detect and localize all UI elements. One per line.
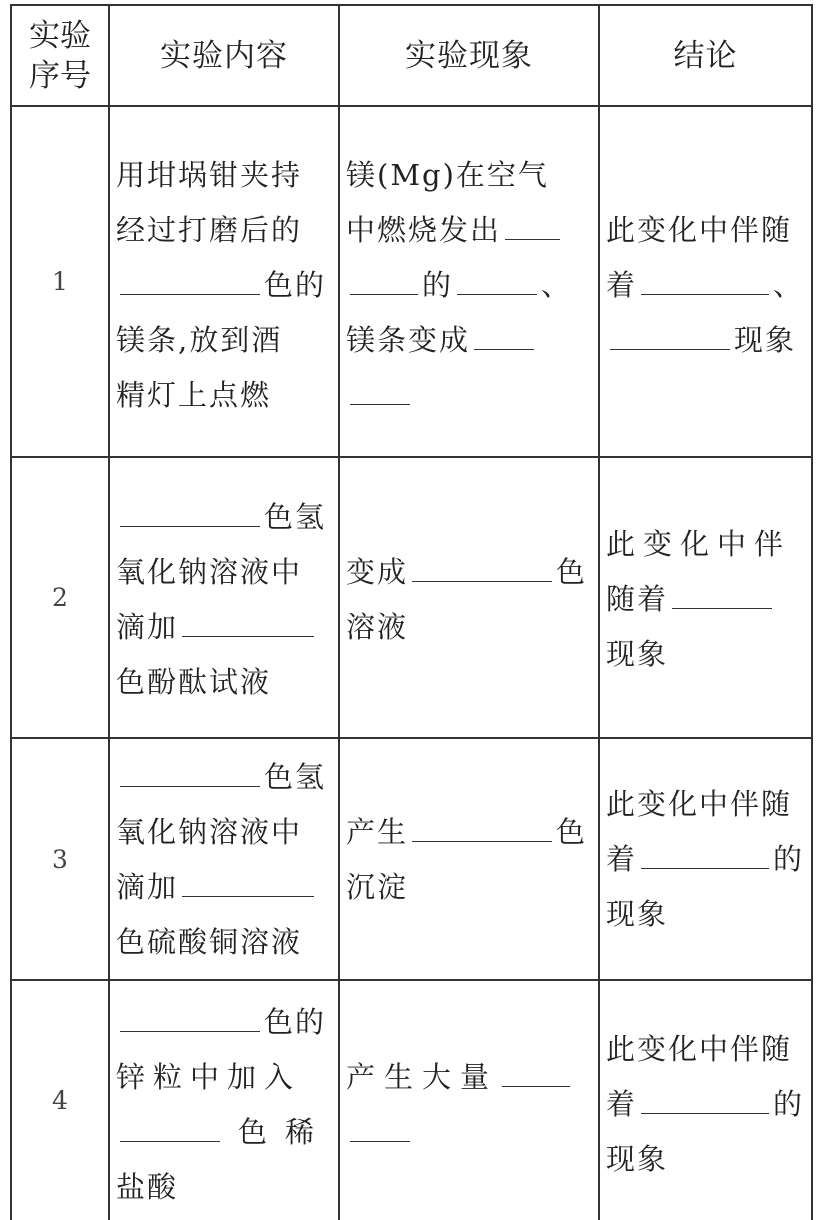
row-1-content bbox=[110, 148, 338, 423]
row-1-phenomenon bbox=[340, 148, 598, 423]
fill-blank[interactable] bbox=[474, 319, 534, 350]
row-3-content bbox=[110, 750, 338, 970]
row-1-phen-line1: 镁(Mg)在空气 bbox=[346, 158, 549, 192]
row-1-conc-line2-text-b: 、 bbox=[773, 268, 805, 302]
row-3-content-line4: 色硫酸铜溶液 bbox=[116, 925, 303, 959]
row-4-content bbox=[110, 995, 338, 1215]
row-2-conc-line3: 现象 bbox=[606, 637, 669, 671]
row-2-content-line2: 氧化钠溶液中 bbox=[116, 555, 303, 589]
fill-blank[interactable] bbox=[641, 838, 769, 869]
fill-blank[interactable] bbox=[672, 578, 772, 609]
header-content: 实验内容 bbox=[160, 37, 288, 74]
row-3-phenomenon bbox=[340, 805, 598, 915]
row-3-num: 3 bbox=[52, 844, 68, 874]
row-2-content-line4: 色酚酞试液 bbox=[116, 665, 272, 699]
row-divider-2 bbox=[10, 737, 813, 739]
row-divider-3 bbox=[10, 979, 813, 981]
fill-blank[interactable] bbox=[502, 1056, 570, 1087]
row-2-phen-line1-text-a: 变成 bbox=[346, 555, 409, 589]
row-1-content-line3 bbox=[116, 258, 334, 313]
row-3-phen-line2: 沉淀 bbox=[346, 870, 409, 904]
row-3-phen-line1-text-b: 色 bbox=[556, 815, 588, 849]
row-divider-header bbox=[10, 105, 813, 107]
row-3-conclusion bbox=[600, 777, 811, 942]
row-1-conc-line3-text: 现象 bbox=[734, 323, 797, 357]
row-4-content-line3 bbox=[116, 1105, 334, 1160]
row-2-num: 2 bbox=[52, 583, 68, 612]
row-1-num: 1 bbox=[52, 267, 68, 296]
row-4-conc-line2-text-b: 的 bbox=[773, 1087, 805, 1121]
header-seq bbox=[12, 6, 108, 105]
row-1-conc-line2 bbox=[606, 258, 807, 313]
row-divider-1 bbox=[10, 456, 813, 458]
fill-blank[interactable] bbox=[182, 866, 314, 897]
row-1-conclusion bbox=[600, 203, 811, 368]
fill-blank[interactable] bbox=[641, 1083, 769, 1114]
row-1-phen-line2-text: 中燃烧发出 bbox=[346, 213, 502, 247]
row-1-conc-line3 bbox=[606, 313, 807, 368]
row-1-content-line1: 用坩埚钳夹持 bbox=[116, 158, 303, 192]
fill-blank[interactable] bbox=[182, 606, 314, 637]
row-2-conc-line2-text: 随着 bbox=[606, 582, 669, 616]
fill-blank[interactable] bbox=[350, 264, 418, 295]
row-3-conc-line2-text-a: 着 bbox=[606, 842, 638, 876]
row-4-content-line2: 锌粒中加入 bbox=[116, 1060, 302, 1094]
row-4-phen-line1 bbox=[346, 1050, 594, 1105]
row-2-phen-line1 bbox=[346, 545, 594, 600]
row-1-phen-line3 bbox=[346, 258, 594, 313]
row-2-content-line3-text: 滴加 bbox=[116, 610, 179, 644]
row-1-content-line2: 经过打磨后的 bbox=[116, 213, 303, 247]
row-3-content-line2: 氧化钠溶液中 bbox=[116, 815, 303, 849]
fill-blank[interactable] bbox=[120, 496, 260, 527]
row-2-conc-line2 bbox=[606, 572, 807, 627]
row-4-phenomenon bbox=[340, 1050, 598, 1160]
row-4-num: 4 bbox=[52, 1086, 68, 1115]
row-4-conc-line2 bbox=[606, 1077, 807, 1132]
fill-blank[interactable] bbox=[120, 756, 260, 787]
fill-blank[interactable] bbox=[505, 209, 560, 240]
row-4-content-line3-text: 色稀 bbox=[238, 1115, 333, 1149]
fill-blank[interactable] bbox=[412, 811, 552, 842]
row-4-content-line1 bbox=[116, 995, 334, 1050]
fill-blank[interactable] bbox=[120, 1001, 260, 1032]
row-1-content-line3-text: 色的 bbox=[264, 268, 327, 302]
row-1-phen-line4 bbox=[346, 313, 594, 368]
row-4-phen-line1-text: 产生大量 bbox=[346, 1060, 499, 1094]
header-seq-line2: 序号 bbox=[29, 58, 91, 94]
row-4-phen-line2 bbox=[346, 1105, 594, 1160]
row-3-content-line3-text: 滴加 bbox=[116, 870, 179, 904]
fill-blank[interactable] bbox=[120, 1111, 220, 1142]
row-2-phen-line2: 溶液 bbox=[346, 610, 409, 644]
fill-blank[interactable] bbox=[350, 374, 410, 405]
row-1-phen-line3-text-a: 的 bbox=[422, 268, 454, 302]
fill-blank[interactable] bbox=[412, 551, 552, 582]
fill-blank[interactable] bbox=[350, 1111, 410, 1142]
fill-blank[interactable] bbox=[457, 264, 537, 295]
row-2-content-line3 bbox=[116, 600, 334, 655]
row-4-conclusion bbox=[600, 1022, 811, 1187]
row-2-phenomenon bbox=[340, 545, 598, 655]
row-2-conclusion bbox=[600, 517, 811, 682]
row-2-conc-line1: 此变化中伴 bbox=[606, 527, 792, 561]
row-1-phen-line2 bbox=[346, 203, 594, 258]
row-1-conc-line1: 此变化中伴随 bbox=[606, 213, 793, 247]
row-3-content-line1-text: 色氢 bbox=[264, 760, 327, 794]
header-seq-line1: 实验 bbox=[29, 18, 91, 54]
row-2-phen-line1-text-b: 色 bbox=[556, 555, 588, 589]
row-3-phen-line1-text-a: 产生 bbox=[346, 815, 409, 849]
row-2-content bbox=[110, 490, 338, 710]
row-1-phen-line3-text-b: 、 bbox=[541, 268, 573, 302]
header-phenomenon: 实验现象 bbox=[405, 37, 533, 74]
row-3-conc-line2-text-b: 的 bbox=[773, 842, 805, 876]
row-1-phen-line4-text: 镁条变成 bbox=[346, 323, 471, 357]
row-4-conc-line2-text-a: 着 bbox=[606, 1087, 638, 1121]
row-3-content-line1 bbox=[116, 750, 334, 805]
row-2-content-line1 bbox=[116, 490, 334, 545]
row-3-phen-line1 bbox=[346, 805, 594, 860]
fill-blank[interactable] bbox=[120, 264, 260, 295]
row-1-phen-line5 bbox=[346, 368, 594, 423]
fill-blank[interactable] bbox=[641, 264, 769, 295]
row-3-conc-line1: 此变化中伴随 bbox=[606, 787, 793, 821]
header-conclusion: 结论 bbox=[673, 37, 738, 74]
row-3-conc-line3: 现象 bbox=[606, 897, 669, 931]
row-4-conc-line3: 现象 bbox=[606, 1142, 669, 1176]
row-4-content-line1-text: 色的 bbox=[264, 1005, 327, 1039]
row-3-content-line3 bbox=[116, 860, 334, 915]
fill-blank[interactable] bbox=[610, 319, 730, 350]
row-1-content-line5: 精灯上点燃 bbox=[116, 378, 272, 412]
row-1-content-line4: 镁条,放到酒 bbox=[116, 323, 283, 357]
row-4-conc-line1: 此变化中伴随 bbox=[606, 1032, 793, 1066]
row-3-conc-line2 bbox=[606, 832, 807, 887]
row-1-conc-line2-text-a: 着 bbox=[606, 268, 638, 302]
table-border-right bbox=[811, 4, 813, 1220]
row-4-content-line4: 盐酸 bbox=[116, 1170, 179, 1204]
row-2-content-line1-text: 色氢 bbox=[264, 500, 327, 534]
